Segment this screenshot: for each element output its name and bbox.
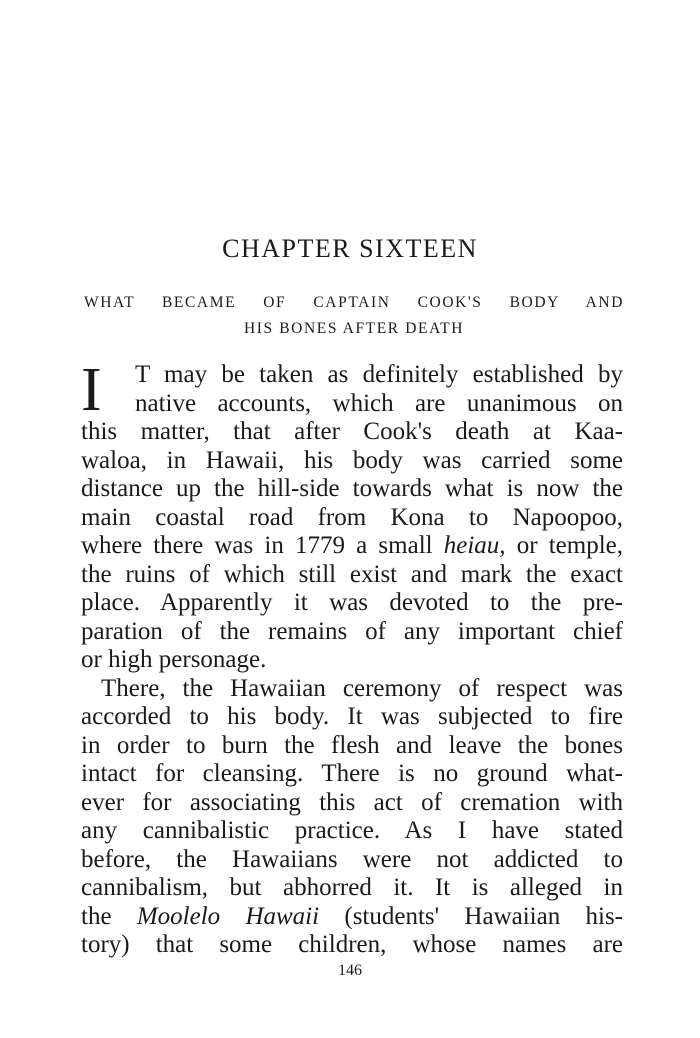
text-run: the <box>81 902 137 930</box>
text-line: distance up the hill-side towards what is now the <box>81 475 623 502</box>
text-line: place. Apparently it was devoted to the pre- <box>81 589 623 616</box>
text-line: waloa, in Hawaii, his body was carried some <box>81 446 623 474</box>
text-line: cannibalism, but abhorred it. It is alleged in <box>81 874 623 901</box>
text-line: paration of the remains of any important chief <box>81 617 623 645</box>
text-line: this matter, that after Cook's death at Kaa- <box>81 418 623 445</box>
text-line: tory) that some children, whose names are <box>81 931 623 958</box>
text-line: accorded to his body. It was subjected to fire <box>81 703 623 730</box>
text-run: where there was in 1779 a small <box>81 532 444 559</box>
text-run: or temple, <box>505 532 623 559</box>
text-line: in order to burn the flesh and leave the bones <box>81 731 623 759</box>
text-line: any cannibalistic practice. As I have stated <box>81 817 623 844</box>
text-line: or high personage. <box>81 646 267 673</box>
text-line: main coastal road from Kona to Napoopoo, <box>81 503 623 531</box>
drop-cap: I <box>81 356 102 424</box>
text-line: the ruins of which still exist and mark the exact <box>81 560 623 588</box>
subtitle-line: HIS BONES AFTER DEATH <box>243 320 465 337</box>
text-line: intact for cleansing. There is no ground what- <box>81 760 623 787</box>
text-line: There, the Hawaiian ceremony of respect was <box>101 674 623 702</box>
text-line <box>81 532 623 561</box>
text-line: ever for associating this act of cremation with <box>81 788 623 816</box>
body-text <box>81 356 624 960</box>
page-number: 146 <box>338 962 362 979</box>
text-run: T may be taken as definitely established by <box>135 361 623 388</box>
chapter-subtitle <box>84 290 624 342</box>
text-line: native accounts, which are unanimous on <box>135 389 623 417</box>
italic-title: Moolelo Hawaii <box>136 902 320 930</box>
chapter-title: CHAPTER SIXTEEN <box>222 234 478 263</box>
italic-term: heiau, <box>443 532 506 559</box>
subtitle-line: WHAT BECAME OF CAPTAIN COOK'S BODY AND <box>84 294 624 311</box>
text-line <box>81 903 623 932</box>
text-line: before, the Hawaiians were not addicted to <box>81 845 623 873</box>
text-run: (students' Hawaiian his- <box>319 902 624 930</box>
